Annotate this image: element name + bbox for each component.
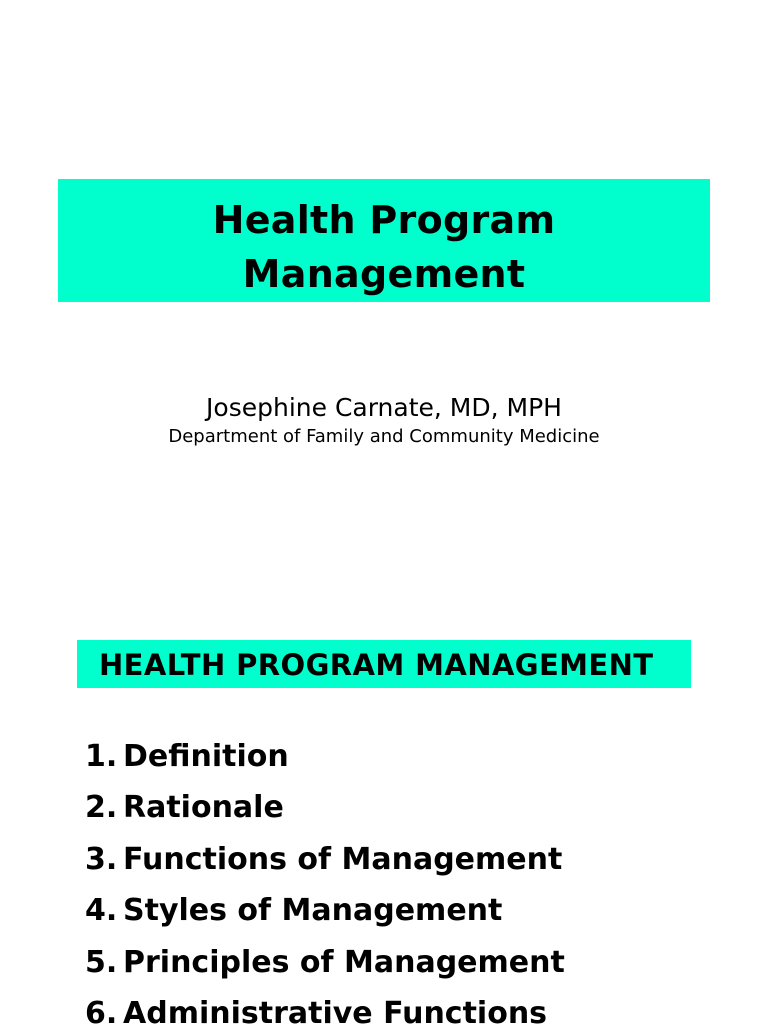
list-item-label: Rationale	[123, 790, 284, 826]
slide-title	[58, 179, 710, 301]
list-item-label: Functions of Management	[123, 841, 563, 877]
list-item-number: 6.	[85, 995, 118, 1024]
title-line-1: Health Program	[212, 198, 556, 242]
list-item-label: Principles of Management	[123, 944, 565, 980]
title-line-2: Management	[242, 252, 526, 296]
department-name: Department of Family and Community Medicine	[168, 426, 600, 447]
title-banner	[58, 179, 710, 302]
topic-list	[85, 733, 565, 1024]
section-heading: HEALTH PROGRAM MANAGEMENT	[99, 648, 654, 682]
list-item-number: 2.	[85, 790, 118, 826]
list-item-number: 5.	[85, 944, 118, 980]
list-item	[85, 836, 565, 887]
section-heading-banner	[77, 640, 691, 688]
list-item-number: 3.	[85, 841, 118, 877]
list-item	[85, 939, 565, 990]
author-name: Josephine Carnate, MD, MPH	[206, 393, 562, 422]
list-item	[85, 887, 565, 938]
list-item	[85, 733, 565, 784]
list-item-label: Styles of Management	[123, 893, 503, 929]
list-item-number: 4.	[85, 893, 118, 929]
list-item-label: Administrative Functions	[123, 995, 548, 1024]
list-item	[85, 784, 565, 835]
list-item-label: Definition	[123, 739, 289, 774]
list-item-number: 1.	[85, 739, 118, 774]
list-item	[85, 990, 565, 1024]
